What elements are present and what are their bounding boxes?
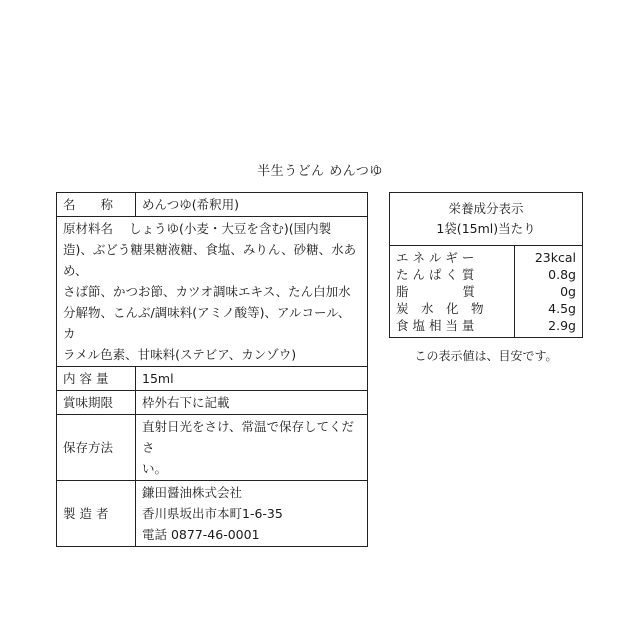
nutrient-name: 食 塩 相 当 量 — [390, 317, 515, 338]
nutrition-row — [390, 246, 583, 267]
manufacturer-address: 香川県坂出市本町1-6-35 — [142, 506, 283, 521]
label-key: 製 造 者 — [57, 481, 136, 547]
nutrient-name: 脂 質 — [390, 283, 515, 300]
nutrition-header — [390, 193, 583, 246]
nutrient-name: 炭 水 化 物 — [390, 300, 515, 317]
ingredients-cell — [57, 217, 368, 367]
label-key: 名 称 — [57, 193, 136, 217]
nutrient-value: 4.5g — [548, 301, 576, 316]
manufacturer-name: 鎌田醤油株式会社 — [142, 485, 243, 500]
nutrient-value: 0.8g — [548, 267, 576, 282]
nutrition-row — [390, 266, 583, 283]
ingredients-line: ラメル色素、甘味料(ステビア、カンゾウ) — [63, 347, 297, 362]
ingredients-line: さば節、かつお節、カツオ調味エキス、たん白加水 — [63, 284, 351, 299]
nutrition-panel — [389, 192, 583, 364]
nutrition-row — [390, 300, 583, 317]
nutrient-name: た ん ぱ く 質 — [390, 266, 515, 283]
nutrient-name: エ ネ ル ギ ー — [390, 246, 515, 267]
nutrient-value: 2.9g — [548, 318, 576, 333]
label-row-name — [57, 193, 368, 217]
label-value: めんつゆ(希釈用) — [136, 193, 368, 217]
label-row-volume — [57, 367, 368, 391]
nutrition-row — [390, 283, 583, 300]
label-key: 保存方法 — [57, 415, 136, 481]
ingredients-line: しょうゆ(小麦・大豆を含む)(国内製 — [129, 221, 332, 236]
food-label-table — [56, 192, 368, 547]
label-value — [136, 481, 368, 547]
nutrition-row — [390, 317, 583, 338]
product-title: 半生うどん めんつゆ — [257, 164, 383, 179]
label-key: 原材料名 — [63, 221, 114, 236]
label-row-best-before — [57, 391, 368, 415]
label-key: 内 容 量 — [57, 367, 136, 391]
nutrient-value: 0g — [560, 284, 576, 299]
nutrition-note: この表示値は、目安です。 — [414, 349, 558, 363]
nutrition-heading: 栄養成分表示 — [448, 201, 524, 216]
label-key: 賞味期限 — [57, 391, 136, 415]
label-row-storage — [57, 415, 368, 481]
label-row-manufacturer — [57, 481, 368, 547]
label-value: 15ml — [136, 367, 368, 391]
nutrient-value: 23kcal — [534, 250, 576, 265]
label-value: 直射日光をさけ、常温で保存してくださ い。 — [136, 415, 368, 481]
ingredients-line: 分解物、こんぶ/調味料(アミノ酸等)、アルコール、カ — [63, 305, 351, 341]
nutrition-serving: 1袋(15ml)当たり — [436, 221, 536, 236]
nutrition-table — [389, 192, 583, 338]
label-row-ingredients — [57, 217, 368, 367]
label-value: 枠外右下に記載 — [136, 391, 368, 415]
manufacturer-phone: 電話 0877-46-0001 — [142, 527, 260, 542]
ingredients-line: 造)、ぶどう糖果糖液糖、食塩、みりん、砂糖、水あめ、 — [63, 242, 357, 278]
